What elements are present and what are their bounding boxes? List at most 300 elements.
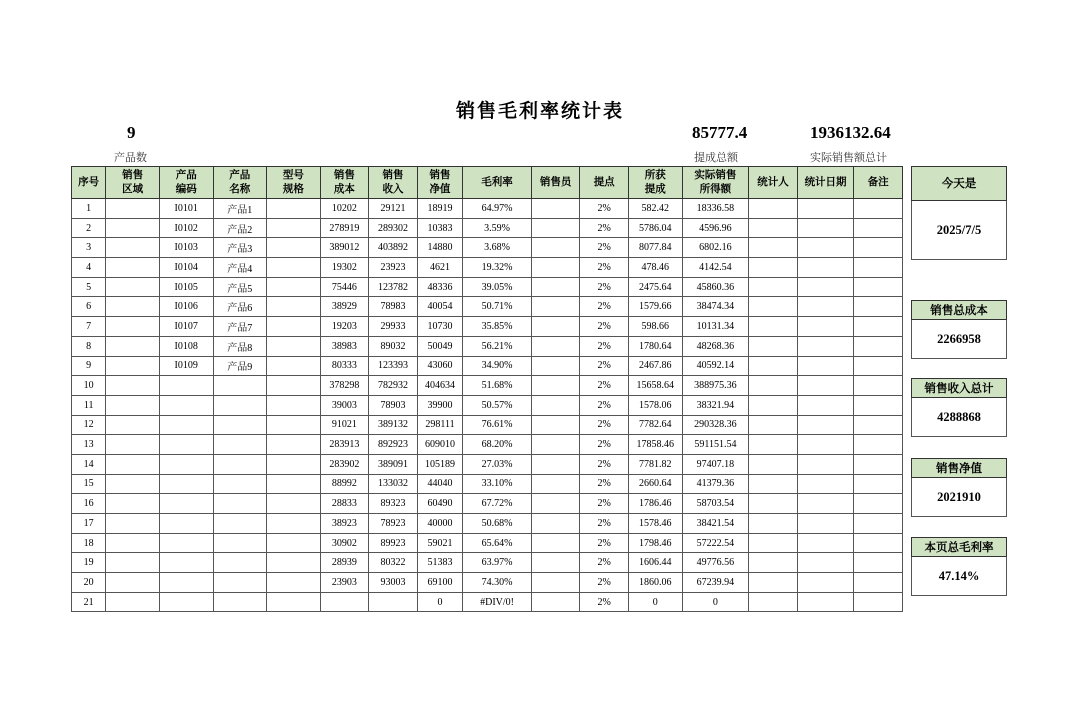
column-header[interactable]: 统计人 [749, 167, 798, 199]
table-cell[interactable] [106, 238, 160, 258]
table-cell[interactable]: 6 [72, 297, 106, 317]
table-cell[interactable]: 19203 [320, 317, 369, 337]
table-cell[interactable]: I0108 [159, 336, 213, 356]
table-cell[interactable]: 2% [580, 395, 629, 415]
table-cell[interactable]: 6802.16 [682, 238, 749, 258]
table-cell[interactable]: 1578.46 [628, 514, 682, 534]
table-cell[interactable]: 67239.94 [682, 573, 749, 593]
table-cell[interactable] [106, 376, 160, 396]
table-cell[interactable]: 1 [72, 199, 106, 219]
table-cell[interactable]: 591151.54 [682, 435, 749, 455]
table-cell[interactable] [267, 533, 321, 553]
table-cell[interactable]: 20 [72, 573, 106, 593]
table-cell[interactable] [531, 435, 580, 455]
table-cell[interactable]: 3.59% [463, 218, 532, 238]
table-cell[interactable]: 80322 [369, 553, 418, 573]
table-cell[interactable]: 10202 [320, 199, 369, 219]
table-cell[interactable] [106, 592, 160, 612]
column-header[interactable]: 实际销售 所得额 [682, 167, 749, 199]
table-cell[interactable] [213, 494, 267, 514]
table-cell[interactable] [267, 277, 321, 297]
table-cell[interactable]: 28833 [320, 494, 369, 514]
table-cell[interactable] [213, 553, 267, 573]
table-cell[interactable]: 88992 [320, 474, 369, 494]
table-cell[interactable]: 2% [580, 277, 629, 297]
table-cell[interactable]: 39003 [320, 395, 369, 415]
table-cell[interactable] [797, 395, 854, 415]
table-cell[interactable]: 2% [580, 356, 629, 376]
table-cell[interactable] [159, 474, 213, 494]
table-cell[interactable] [159, 435, 213, 455]
table-cell[interactable] [797, 356, 854, 376]
table-cell[interactable]: 123782 [369, 277, 418, 297]
table-cell[interactable] [531, 297, 580, 317]
table-cell[interactable]: 15658.64 [628, 376, 682, 396]
table-cell[interactable]: 39.05% [463, 277, 532, 297]
total-cost-value[interactable]: 2266958 [911, 320, 1007, 359]
table-cell[interactable] [749, 218, 798, 238]
table-cell[interactable] [854, 435, 903, 455]
table-cell[interactable] [531, 494, 580, 514]
table-cell[interactable]: 67.72% [463, 494, 532, 514]
column-header[interactable]: 销售 净值 [417, 167, 462, 199]
table-cell[interactable] [531, 258, 580, 278]
table-cell[interactable]: 478.46 [628, 258, 682, 278]
table-cell[interactable] [854, 454, 903, 474]
table-cell[interactable]: 48336 [417, 277, 462, 297]
table-cell[interactable]: I0103 [159, 238, 213, 258]
table-cell[interactable] [854, 533, 903, 553]
table-cell[interactable] [749, 199, 798, 219]
table-cell[interactable] [854, 376, 903, 396]
table-cell[interactable] [854, 258, 903, 278]
table-cell[interactable]: 78983 [369, 297, 418, 317]
table-cell[interactable] [159, 454, 213, 474]
total-revenue-value[interactable]: 4288868 [911, 398, 1007, 437]
column-header[interactable]: 序号 [72, 167, 106, 199]
column-header[interactable]: 销售 收入 [369, 167, 418, 199]
table-cell[interactable]: 19 [72, 553, 106, 573]
table-cell[interactable]: 2467.86 [628, 356, 682, 376]
table-cell[interactable] [267, 356, 321, 376]
table-cell[interactable] [213, 514, 267, 534]
table-cell[interactable]: 5 [72, 277, 106, 297]
table-cell[interactable] [213, 573, 267, 593]
table-cell[interactable] [267, 553, 321, 573]
table-cell[interactable] [531, 277, 580, 297]
table-cell[interactable]: 2475.64 [628, 277, 682, 297]
table-cell[interactable]: 10383 [417, 218, 462, 238]
table-cell[interactable]: 64.97% [463, 199, 532, 219]
table-cell[interactable]: 38421.54 [682, 514, 749, 534]
table-cell[interactable]: 30902 [320, 533, 369, 553]
table-cell[interactable] [749, 336, 798, 356]
table-cell[interactable]: 97407.18 [682, 454, 749, 474]
table-cell[interactable] [267, 317, 321, 337]
table-cell[interactable] [159, 573, 213, 593]
table-cell[interactable] [854, 277, 903, 297]
table-cell[interactable] [531, 514, 580, 534]
table-cell[interactable]: 2 [72, 218, 106, 238]
table-cell[interactable]: 产品2 [213, 218, 267, 238]
table-cell[interactable] [854, 494, 903, 514]
table-cell[interactable] [854, 415, 903, 435]
table-cell[interactable] [267, 238, 321, 258]
table-cell[interactable] [854, 395, 903, 415]
table-cell[interactable]: 8077.84 [628, 238, 682, 258]
table-cell[interactable] [106, 553, 160, 573]
table-cell[interactable] [106, 415, 160, 435]
table-cell[interactable]: I0101 [159, 199, 213, 219]
table-cell[interactable] [369, 592, 418, 612]
table-cell[interactable] [267, 514, 321, 534]
table-cell[interactable]: 582.42 [628, 199, 682, 219]
table-cell[interactable]: 93003 [369, 573, 418, 593]
table-cell[interactable]: 18919 [417, 199, 462, 219]
table-cell[interactable]: I0105 [159, 277, 213, 297]
table-cell[interactable]: 50049 [417, 336, 462, 356]
table-cell[interactable] [531, 474, 580, 494]
column-header[interactable]: 统计日期 [797, 167, 854, 199]
table-cell[interactable] [213, 376, 267, 396]
table-cell[interactable] [797, 415, 854, 435]
table-cell[interactable]: 298111 [417, 415, 462, 435]
table-cell[interactable] [797, 494, 854, 514]
table-cell[interactable]: 0 [628, 592, 682, 612]
table-cell[interactable]: I0109 [159, 356, 213, 376]
table-cell[interactable]: 133032 [369, 474, 418, 494]
table-cell[interactable] [213, 395, 267, 415]
table-cell[interactable]: 48268.36 [682, 336, 749, 356]
table-cell[interactable] [213, 592, 267, 612]
table-cell[interactable] [749, 474, 798, 494]
table-cell[interactable] [797, 336, 854, 356]
table-cell[interactable]: 40054 [417, 297, 462, 317]
table-cell[interactable]: 74.30% [463, 573, 532, 593]
table-cell[interactable]: 1780.64 [628, 336, 682, 356]
table-cell[interactable]: 38923 [320, 514, 369, 534]
table-cell[interactable]: 51383 [417, 553, 462, 573]
table-cell[interactable] [797, 297, 854, 317]
table-cell[interactable]: 105189 [417, 454, 462, 474]
table-cell[interactable]: 7781.82 [628, 454, 682, 474]
table-cell[interactable]: 2% [580, 573, 629, 593]
table-cell[interactable]: 49776.56 [682, 553, 749, 573]
table-cell[interactable] [854, 356, 903, 376]
table-cell[interactable] [749, 376, 798, 396]
table-cell[interactable] [749, 454, 798, 474]
table-cell[interactable]: 3 [72, 238, 106, 258]
table-cell[interactable]: 7782.64 [628, 415, 682, 435]
table-cell[interactable]: 2% [580, 533, 629, 553]
table-cell[interactable]: 283902 [320, 454, 369, 474]
table-cell[interactable] [749, 573, 798, 593]
table-cell[interactable] [267, 435, 321, 455]
table-cell[interactable] [106, 573, 160, 593]
table-cell[interactable]: 2% [580, 258, 629, 278]
table-cell[interactable]: 13 [72, 435, 106, 455]
table-cell[interactable]: 产品4 [213, 258, 267, 278]
table-cell[interactable]: 57222.54 [682, 533, 749, 553]
table-cell[interactable] [213, 474, 267, 494]
table-cell[interactable]: 7 [72, 317, 106, 337]
table-cell[interactable] [267, 336, 321, 356]
table-cell[interactable]: 75446 [320, 277, 369, 297]
table-cell[interactable] [749, 592, 798, 612]
table-cell[interactable] [531, 454, 580, 474]
table-cell[interactable] [797, 474, 854, 494]
table-cell[interactable] [531, 317, 580, 337]
table-cell[interactable]: 1798.46 [628, 533, 682, 553]
table-cell[interactable]: 76.61% [463, 415, 532, 435]
table-cell[interactable]: 378298 [320, 376, 369, 396]
table-cell[interactable]: 1786.46 [628, 494, 682, 514]
table-cell[interactable]: 89923 [369, 533, 418, 553]
table-cell[interactable] [854, 573, 903, 593]
table-cell[interactable]: 403892 [369, 238, 418, 258]
table-cell[interactable] [854, 553, 903, 573]
table-cell[interactable] [531, 336, 580, 356]
table-cell[interactable]: 18 [72, 533, 106, 553]
table-cell[interactable] [854, 317, 903, 337]
table-cell[interactable] [797, 376, 854, 396]
table-cell[interactable]: 389012 [320, 238, 369, 258]
table-cell[interactable] [159, 553, 213, 573]
column-header[interactable]: 产品 编码 [159, 167, 213, 199]
table-cell[interactable]: 4596.96 [682, 218, 749, 238]
table-cell[interactable] [106, 317, 160, 337]
table-cell[interactable] [749, 238, 798, 258]
table-cell[interactable]: 1578.06 [628, 395, 682, 415]
column-header[interactable]: 销售员 [531, 167, 580, 199]
table-cell[interactable] [213, 435, 267, 455]
table-cell[interactable] [159, 415, 213, 435]
table-cell[interactable] [854, 336, 903, 356]
table-cell[interactable] [159, 494, 213, 514]
table-cell[interactable]: 41379.36 [682, 474, 749, 494]
table-cell[interactable]: 39900 [417, 395, 462, 415]
table-cell[interactable] [531, 238, 580, 258]
gross-margin-value[interactable]: 47.14% [911, 557, 1007, 596]
table-cell[interactable]: 68.20% [463, 435, 532, 455]
table-cell[interactable] [106, 494, 160, 514]
table-cell[interactable]: 2660.64 [628, 474, 682, 494]
table-cell[interactable] [749, 356, 798, 376]
table-cell[interactable] [213, 533, 267, 553]
table-cell[interactable]: 45860.36 [682, 277, 749, 297]
table-cell[interactable]: 388975.36 [682, 376, 749, 396]
table-cell[interactable]: 23923 [369, 258, 418, 278]
table-cell[interactable]: 29121 [369, 199, 418, 219]
table-cell[interactable]: 29933 [369, 317, 418, 337]
table-cell[interactable] [531, 533, 580, 553]
table-cell[interactable] [749, 297, 798, 317]
table-cell[interactable] [797, 514, 854, 534]
table-cell[interactable] [749, 533, 798, 553]
table-cell[interactable]: 2% [580, 238, 629, 258]
table-cell[interactable]: I0107 [159, 317, 213, 337]
table-cell[interactable] [531, 573, 580, 593]
table-cell[interactable]: 27.03% [463, 454, 532, 474]
table-cell[interactable]: 782932 [369, 376, 418, 396]
table-cell[interactable]: 404634 [417, 376, 462, 396]
table-cell[interactable] [531, 218, 580, 238]
table-cell[interactable] [797, 592, 854, 612]
table-cell[interactable] [797, 533, 854, 553]
table-cell[interactable] [320, 592, 369, 612]
table-cell[interactable] [797, 199, 854, 219]
column-header[interactable]: 销售 成本 [320, 167, 369, 199]
table-cell[interactable]: 1579.66 [628, 297, 682, 317]
table-cell[interactable]: 123393 [369, 356, 418, 376]
table-cell[interactable] [267, 454, 321, 474]
table-cell[interactable] [531, 553, 580, 573]
table-cell[interactable]: 58703.54 [682, 494, 749, 514]
table-cell[interactable]: 278919 [320, 218, 369, 238]
table-cell[interactable]: 78903 [369, 395, 418, 415]
table-cell[interactable]: 9 [72, 356, 106, 376]
table-cell[interactable] [267, 218, 321, 238]
table-cell[interactable]: #DIV/0! [463, 592, 532, 612]
table-cell[interactable]: 38983 [320, 336, 369, 356]
table-cell[interactable]: I0104 [159, 258, 213, 278]
table-cell[interactable] [106, 336, 160, 356]
table-cell[interactable] [106, 277, 160, 297]
table-cell[interactable]: 60490 [417, 494, 462, 514]
table-cell[interactable] [749, 514, 798, 534]
table-cell[interactable]: 8 [72, 336, 106, 356]
column-header[interactable]: 毛利率 [463, 167, 532, 199]
table-cell[interactable]: 2% [580, 435, 629, 455]
table-cell[interactable] [106, 533, 160, 553]
table-cell[interactable] [106, 297, 160, 317]
table-cell[interactable] [106, 395, 160, 415]
table-cell[interactable] [854, 199, 903, 219]
table-cell[interactable]: 78923 [369, 514, 418, 534]
table-cell[interactable]: 2% [580, 592, 629, 612]
table-cell[interactable]: 产品5 [213, 277, 267, 297]
table-cell[interactable] [106, 454, 160, 474]
table-cell[interactable] [797, 238, 854, 258]
table-cell[interactable] [267, 297, 321, 317]
table-cell[interactable] [854, 238, 903, 258]
table-cell[interactable]: 50.68% [463, 514, 532, 534]
table-cell[interactable]: 4 [72, 258, 106, 278]
table-cell[interactable]: 50.57% [463, 395, 532, 415]
table-cell[interactable]: 10730 [417, 317, 462, 337]
table-cell[interactable] [797, 258, 854, 278]
table-cell[interactable] [213, 454, 267, 474]
table-cell[interactable]: 17858.46 [628, 435, 682, 455]
table-cell[interactable] [267, 415, 321, 435]
table-cell[interactable]: 38929 [320, 297, 369, 317]
table-cell[interactable] [531, 376, 580, 396]
table-cell[interactable] [797, 573, 854, 593]
table-cell[interactable]: 289302 [369, 218, 418, 238]
table-cell[interactable]: 609010 [417, 435, 462, 455]
table-cell[interactable]: 38321.94 [682, 395, 749, 415]
table-cell[interactable] [854, 514, 903, 534]
table-cell[interactable] [267, 199, 321, 219]
table-cell[interactable]: 15 [72, 474, 106, 494]
table-cell[interactable]: 产品7 [213, 317, 267, 337]
table-cell[interactable] [749, 494, 798, 514]
table-cell[interactable] [854, 218, 903, 238]
column-header[interactable]: 产品 名称 [213, 167, 267, 199]
table-cell[interactable]: 产品1 [213, 199, 267, 219]
table-cell[interactable]: 18336.58 [682, 199, 749, 219]
table-cell[interactable] [854, 592, 903, 612]
table-cell[interactable]: 23903 [320, 573, 369, 593]
table-cell[interactable]: 2% [580, 514, 629, 534]
table-cell[interactable]: 产品9 [213, 356, 267, 376]
table-cell[interactable]: 40592.14 [682, 356, 749, 376]
table-cell[interactable] [531, 356, 580, 376]
table-cell[interactable] [267, 258, 321, 278]
table-cell[interactable]: 290328.36 [682, 415, 749, 435]
column-header[interactable]: 型号 规格 [267, 167, 321, 199]
table-cell[interactable] [106, 356, 160, 376]
table-cell[interactable]: 14 [72, 454, 106, 474]
table-cell[interactable]: 69100 [417, 573, 462, 593]
table-cell[interactable] [159, 533, 213, 553]
table-cell[interactable]: 50.71% [463, 297, 532, 317]
table-cell[interactable] [749, 258, 798, 278]
table-cell[interactable]: 2% [580, 336, 629, 356]
table-cell[interactable]: 51.68% [463, 376, 532, 396]
table-cell[interactable]: 17 [72, 514, 106, 534]
table-cell[interactable]: 2% [580, 415, 629, 435]
table-cell[interactable] [159, 395, 213, 415]
table-cell[interactable] [106, 218, 160, 238]
column-header[interactable]: 备注 [854, 167, 903, 199]
table-cell[interactable] [267, 376, 321, 396]
column-header[interactable]: 销售 区域 [106, 167, 160, 199]
table-cell[interactable] [159, 376, 213, 396]
table-cell[interactable] [749, 395, 798, 415]
table-cell[interactable]: 1606.44 [628, 553, 682, 573]
table-cell[interactable]: 389132 [369, 415, 418, 435]
table-cell[interactable]: 2% [580, 553, 629, 573]
table-cell[interactable] [213, 415, 267, 435]
table-cell[interactable]: 19.32% [463, 258, 532, 278]
table-cell[interactable] [797, 553, 854, 573]
table-cell[interactable]: 11 [72, 395, 106, 415]
table-cell[interactable]: 2% [580, 376, 629, 396]
table-cell[interactable]: 产品8 [213, 336, 267, 356]
table-cell[interactable]: 44040 [417, 474, 462, 494]
table-cell[interactable]: 33.10% [463, 474, 532, 494]
table-cell[interactable]: 1860.06 [628, 573, 682, 593]
table-cell[interactable]: 14880 [417, 238, 462, 258]
table-cell[interactable] [267, 474, 321, 494]
table-cell[interactable] [854, 474, 903, 494]
table-cell[interactable] [106, 474, 160, 494]
table-cell[interactable]: 21 [72, 592, 106, 612]
table-cell[interactable] [267, 494, 321, 514]
table-cell[interactable]: 2% [580, 454, 629, 474]
table-cell[interactable] [106, 435, 160, 455]
table-cell[interactable]: 12 [72, 415, 106, 435]
table-cell[interactable]: 0 [417, 592, 462, 612]
table-cell[interactable]: 80333 [320, 356, 369, 376]
table-cell[interactable]: 43060 [417, 356, 462, 376]
table-cell[interactable]: 56.21% [463, 336, 532, 356]
table-cell[interactable] [797, 218, 854, 238]
table-cell[interactable]: 10 [72, 376, 106, 396]
table-cell[interactable]: 89032 [369, 336, 418, 356]
table-cell[interactable]: 产品3 [213, 238, 267, 258]
